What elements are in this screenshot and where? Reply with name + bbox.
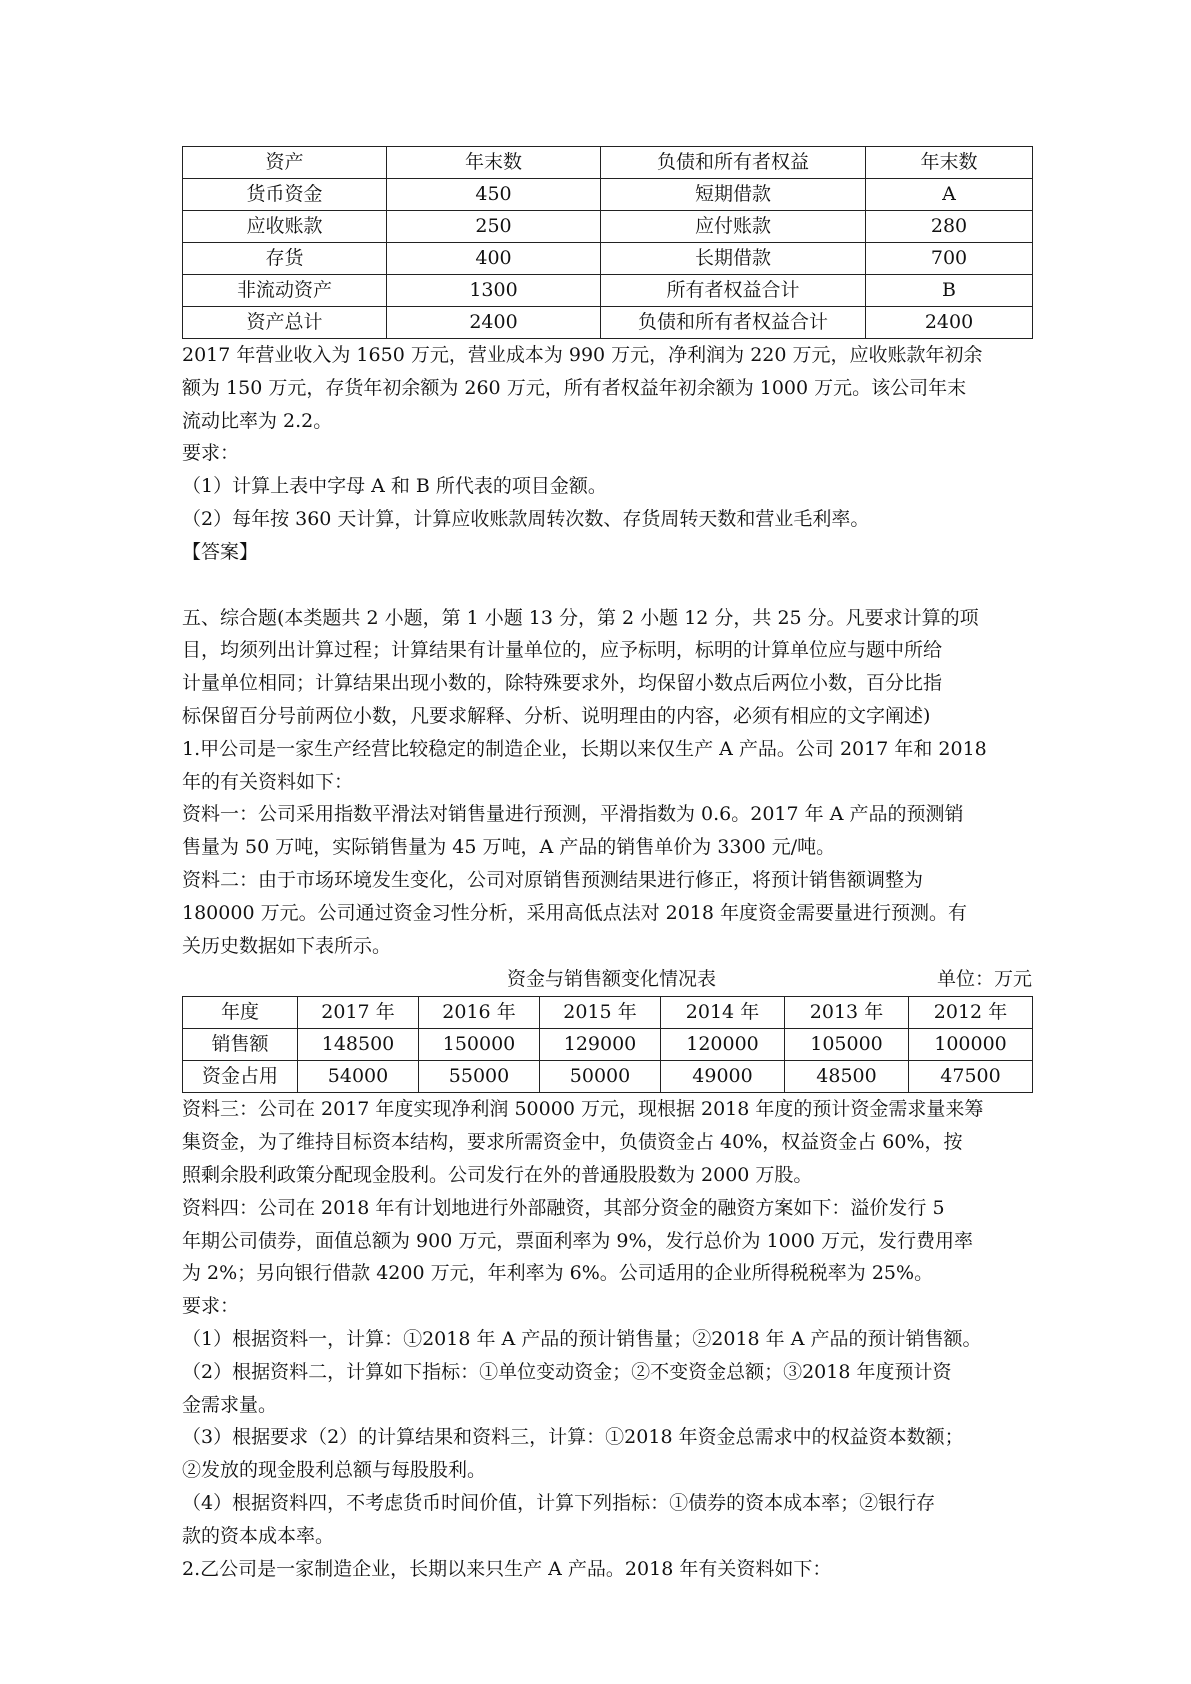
text-line: 年的有关资料如下： bbox=[182, 770, 354, 793]
text-line: 集资金，为了维持目标资本结构，要求所需资金中，负债资金占 40%，权益资金占 60%，按 bbox=[182, 1131, 963, 1154]
table-cell: 150000 bbox=[419, 1029, 540, 1061]
table-cell: 100000 bbox=[909, 1029, 1033, 1061]
section-five-text-block bbox=[182, 602, 1032, 963]
table-cell: 280 bbox=[866, 211, 1033, 243]
table-title: 资金与销售额变化情况表 bbox=[507, 968, 717, 991]
text-line: 目，均须列出计算过程；计算结果有计量单位的，应予标明，标明的计算单位应与题中所给 bbox=[182, 639, 943, 662]
text-line: 【答案】 bbox=[182, 540, 259, 563]
table-cell: A bbox=[866, 179, 1033, 211]
text-line: 年期公司债券，面值总额为 900 万元，票面利率为 9%，发行总价为 1000 万元，发行费用率 bbox=[182, 1229, 973, 1252]
table-header-row bbox=[183, 147, 1033, 179]
header-cell: 2017 年 bbox=[298, 997, 419, 1029]
table-cell: 短期借款 bbox=[601, 179, 866, 211]
table-cell: 50000 bbox=[540, 1061, 661, 1093]
text-line: 标保留百分号前两位小数，凡要求解释、分析、说明理由的内容，必须有相应的文字阐述) bbox=[182, 704, 931, 727]
text-line: 180000 万元。公司通过资金习性分析，采用高低点法对 2018 年度资金需要量进行预测。有 bbox=[182, 901, 968, 924]
funds-sales-table bbox=[182, 996, 1033, 1093]
text-line: 售量为 50 万吨，实际销售量为 45 万吨，A 产品的销售单价为 3300 元/吨。 bbox=[182, 836, 836, 859]
table-row bbox=[183, 275, 1033, 307]
table-cell: 资产总计 bbox=[183, 307, 387, 339]
funds-sales-body bbox=[183, 997, 1033, 1093]
text-line: ②发放的现金股利总额与每股股利。 bbox=[182, 1459, 487, 1482]
table-row bbox=[183, 307, 1033, 339]
table-row bbox=[183, 1029, 1033, 1061]
header-cell: 年末数 bbox=[866, 147, 1033, 179]
text-line: 额为 150 万元，存货年初余额为 260 万元，所有者权益年初余额为 1000 万元。该公司年末 bbox=[182, 376, 967, 399]
header-cell: 负债和所有者权益 bbox=[601, 147, 866, 179]
text-line: 照剩余股利政策分配现金股利。公司发行在外的普通股股数为 2000 万股。 bbox=[182, 1163, 813, 1186]
text-line: 流动比率为 2.2。 bbox=[182, 409, 333, 432]
text-line: 关历史数据如下表所示。 bbox=[182, 934, 392, 957]
text-line: 2.乙公司是一家制造企业，长期以来只生产 A 产品。2018 年有关资料如下： bbox=[182, 1557, 832, 1580]
text-line: （4）根据资料四，不考虑货币时间价值，计算下列指标：①债券的资本成本率；②银行存 bbox=[182, 1491, 936, 1514]
table-cell: 47500 bbox=[909, 1061, 1033, 1093]
table-cell: B bbox=[866, 275, 1033, 307]
table-cell: 应付账款 bbox=[601, 211, 866, 243]
materials-text-block bbox=[182, 1093, 1032, 1585]
text-line: 五、综合题(本类题共 2 小题，第 1 小题 13 分，第 2 小题 12 分，共 25 分。凡要求计算的项 bbox=[182, 606, 979, 629]
blank-line bbox=[182, 569, 1032, 602]
header-cell: 2014 年 bbox=[661, 997, 785, 1029]
text-line: 计量单位相同；计算结果出现小数的，除特殊要求外，均保留小数点后两位小数，百分比指 bbox=[182, 672, 943, 695]
header-cell: 2013 年 bbox=[785, 997, 909, 1029]
table-unit: 单位：万元 bbox=[936, 968, 1032, 991]
text-line: （3）根据要求（2）的计算结果和资料三，计算：①2018 年资金总需求中的权益资本数额； bbox=[182, 1426, 964, 1449]
text-line: 要求： bbox=[182, 1295, 240, 1318]
balance-sheet-table bbox=[182, 146, 1033, 339]
table-cell: 负债和所有者权益合计 bbox=[601, 307, 866, 339]
text-line: 资料二：由于市场环境发生变化，公司对原销售预测结果进行修正，将预计销售额调整为 bbox=[182, 868, 924, 891]
text-line: 2017 年营业收入为 1650 万元，营业成本为 990 万元，净利润为 220 万元，应收账款年初余 bbox=[182, 344, 983, 366]
header-cell: 年度 bbox=[183, 997, 298, 1029]
text-line: 资料一：公司采用指数平滑法对销售量进行预测，平滑指数为 0.6。2017 年 A 产品的预测销 bbox=[182, 803, 964, 826]
text-line: （1）根据资料一，计算：①2018 年 A 产品的预计销售量；②2018 年 A 产品的预计销售额。 bbox=[182, 1327, 982, 1350]
question-text-block bbox=[182, 339, 1032, 569]
text-line: （2）每年按 360 天计算，计算应收账款周转次数、存货周转天数和营业毛利率。 bbox=[182, 507, 870, 530]
table-cell: 应收账款 bbox=[183, 211, 387, 243]
table-cell: 700 bbox=[866, 243, 1033, 275]
table-cell: 货币资金 bbox=[183, 179, 387, 211]
table-row bbox=[183, 211, 1033, 243]
document-content bbox=[182, 146, 1032, 1585]
table-cell: 148500 bbox=[298, 1029, 419, 1061]
text-line: 资料三：公司在 2017 年度实现净利润 50000 万元，现根据 2018 年度的预计资金需求量来筹 bbox=[182, 1098, 984, 1121]
text-line: （2）根据资料二，计算如下指标：①单位变动资金；②不变资金总额；③2018 年度预计资 bbox=[182, 1360, 952, 1383]
table-cell: 资金占用 bbox=[183, 1061, 298, 1093]
text-line: （1）计算上表中字母 A 和 B 所代表的项目金额。 bbox=[182, 475, 607, 498]
table-cell: 存货 bbox=[183, 243, 387, 275]
table-caption bbox=[182, 962, 1032, 996]
text-line: 1.甲公司是一家生产经营比较稳定的制造企业，长期以来仅生产 A 产品。公司 2017 年和 2018 bbox=[182, 737, 987, 760]
header-cell: 资产 bbox=[183, 147, 387, 179]
table-row bbox=[183, 179, 1033, 211]
text-line: 要求： bbox=[182, 442, 240, 465]
text-line: 金需求量。 bbox=[182, 1393, 278, 1416]
table-cell: 非流动资产 bbox=[183, 275, 387, 307]
table-cell: 120000 bbox=[661, 1029, 785, 1061]
table-cell: 49000 bbox=[661, 1061, 785, 1093]
table-cell: 1300 bbox=[387, 275, 601, 307]
table-cell: 129000 bbox=[540, 1029, 661, 1061]
header-cell: 2015 年 bbox=[540, 997, 661, 1029]
text-line: 资料四：公司在 2018 年有计划地进行外部融资，其部分资金的融资方案如下：溢价发行 5 bbox=[182, 1196, 945, 1219]
table-row bbox=[183, 243, 1033, 275]
text-line: 为 2%；另向银行借款 4200 万元，年利率为 6%。公司适用的企业所得税税率为 25%。 bbox=[182, 1262, 934, 1285]
table-cell: 长期借款 bbox=[601, 243, 866, 275]
table-cell: 55000 bbox=[419, 1061, 540, 1093]
table-cell: 450 bbox=[387, 179, 601, 211]
text-line: 款的资本成本率。 bbox=[182, 1524, 335, 1547]
balance-sheet-body bbox=[183, 147, 1033, 339]
table-cell: 所有者权益合计 bbox=[601, 275, 866, 307]
table-cell: 2400 bbox=[387, 307, 601, 339]
header-cell: 2012 年 bbox=[909, 997, 1033, 1029]
table-cell: 400 bbox=[387, 243, 601, 275]
table-row bbox=[183, 1061, 1033, 1093]
header-cell: 年末数 bbox=[387, 147, 601, 179]
table-cell: 105000 bbox=[785, 1029, 909, 1061]
header-cell: 2016 年 bbox=[419, 997, 540, 1029]
table-cell: 54000 bbox=[298, 1061, 419, 1093]
table-cell: 2400 bbox=[866, 307, 1033, 339]
table-header-row bbox=[183, 997, 1033, 1029]
table-cell: 销售额 bbox=[183, 1029, 298, 1061]
table-cell: 48500 bbox=[785, 1061, 909, 1093]
table-cell: 250 bbox=[387, 211, 601, 243]
